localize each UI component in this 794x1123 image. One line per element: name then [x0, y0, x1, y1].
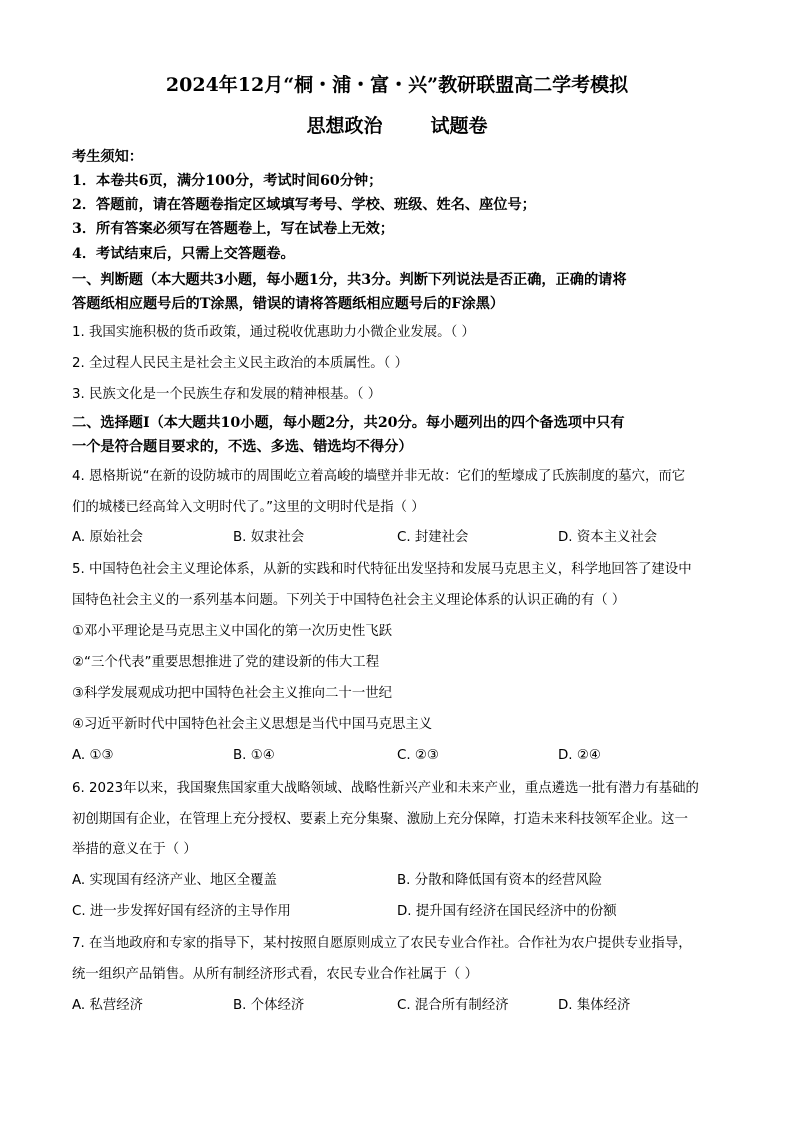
q6-option-c: C. 进一步发挥好国有经济的主导作用: [72, 904, 291, 919]
notice-item: 4．考试结束后，只需上交答题卷。: [72, 246, 295, 262]
q6-option-b: B. 分散和降低国有资本的经营风险: [397, 873, 603, 888]
q5-option-b: B. ①④: [233, 748, 275, 763]
question-3: 3. 民族文化是一个民族生存和发展的精神根基。（ ）: [72, 387, 382, 402]
q7-option-a: A. 私营经济: [72, 998, 143, 1013]
question-4-text: 4. 恩格斯说“在新的设防城市的周围屹立着高峻的墙壁并非无故：它们的堑壕成了氏族制度的墓穴，而它: [72, 469, 686, 484]
question-6-text: 初创期国有企业，在管理上充分授权、要素上充分集聚、激励上充分保障，打造未来科技领军企业。这一: [72, 812, 688, 827]
q5-statement: ④习近平新时代中国特色社会主义思想是当代中国马克思主义: [72, 717, 433, 732]
notice-item: 1．本卷共6页，满分100分，考试时间60分钟；: [72, 173, 383, 189]
question-1: 1. 我国实施积极的货币政策，通过税收优惠助力小微企业发展。（ ）: [72, 325, 475, 340]
q5-option-a: A. ①③: [72, 748, 114, 763]
q4-option-a: A. 原始社会: [72, 530, 143, 545]
q5-statement: ③科学发展观成功把中国特色社会主义推向二十一世纪: [72, 686, 392, 701]
paper-type: 试题卷: [430, 115, 488, 137]
question-6-text: 举措的意义在于（ ）: [72, 842, 197, 857]
q5-option-d: D. ②④: [558, 748, 601, 763]
section1-heading: 答题纸相应题号后的T涂黑，错误的请将答题纸相应题号后的F涂黑）: [72, 296, 505, 312]
question-5-text: 5. 中国特色社会主义理论体系，从新的实践和时代特征出发坚持和发展马克思主义，科学地回答了建设中: [72, 562, 692, 577]
q7-option-b: B. 个体经济: [233, 998, 305, 1013]
q5-option-c: C. ②③: [397, 748, 439, 763]
section2-heading: 一个是符合题目要求的，不选、多选、错选均不得分）: [72, 439, 413, 455]
q4-option-d: D. 资本主义社会: [558, 530, 658, 545]
section1-heading: 一、判断题（本大题共3小题，每小题1分，共3分。判断下列说法是否正确，正确的请将: [72, 272, 627, 288]
exam-title: 2024年12月“桐・浦・富・兴”教研联盟高二学考模拟: [165, 74, 629, 96]
section2-heading: 二、选择题Ⅰ（本大题共10小题，每小题2分，共20分。每小题列出的四个备选项中只有: [72, 415, 625, 431]
q6-option-a: A. 实现国有经济产业、地区全覆盖: [72, 873, 277, 888]
subject-name: 思想政治: [306, 115, 383, 137]
question-7-text: 7. 在当地政府和专家的指导下，某村按照自愿原则成立了农民专业合作社。合作社为农户提供专业指导，: [72, 936, 692, 951]
q5-statement: ①邓小平理论是马克思主义中国化的第一次历史性飞跃: [72, 624, 392, 639]
q4-option-c: C. 封建社会: [397, 530, 469, 545]
exam-subtitle: [0, 111, 794, 138]
q7-option-d: D. 集体经济: [558, 998, 631, 1013]
question-4-text: 们的城楼已经高耸入文明时代了。”这里的文明时代是指（ ）: [72, 500, 425, 515]
question-7-text: 统一组织产品销售。从所有制经济形式看，农民专业合作社属于（ ）: [72, 967, 478, 982]
question-5-text: 国特色社会主义的一系列基本问题。下列关于中国特色社会主义理论体系的认识正确的有（ ）: [72, 593, 626, 608]
question-2: 2. 全过程人民民主是社会主义民主政治的本质属性。（ ）: [72, 356, 408, 371]
q5-statement: ②“三个代表”重要思想推进了党的建设新的伟大工程: [72, 655, 380, 670]
notice-item: 3．所有答案必须写在答题卷上，写在试卷上无效；: [72, 221, 394, 237]
q7-option-c: C. 混合所有制经济: [397, 998, 509, 1013]
q6-option-d: D. 提升国有经济在国民经济中的份额: [397, 904, 617, 919]
notice-heading: 考生须知：: [72, 149, 143, 165]
notice-item: 2．答题前，请在答题卷指定区域填写考号、学校、班级、姓名、座位号；: [72, 197, 536, 213]
question-6-text: 6. 2023年以来，我国聚焦国家重大战略领域、战略性新兴产业和未来产业，重点遴选一批有潜力有基础的: [72, 781, 699, 796]
q4-option-b: B. 奴隶社会: [233, 530, 305, 545]
